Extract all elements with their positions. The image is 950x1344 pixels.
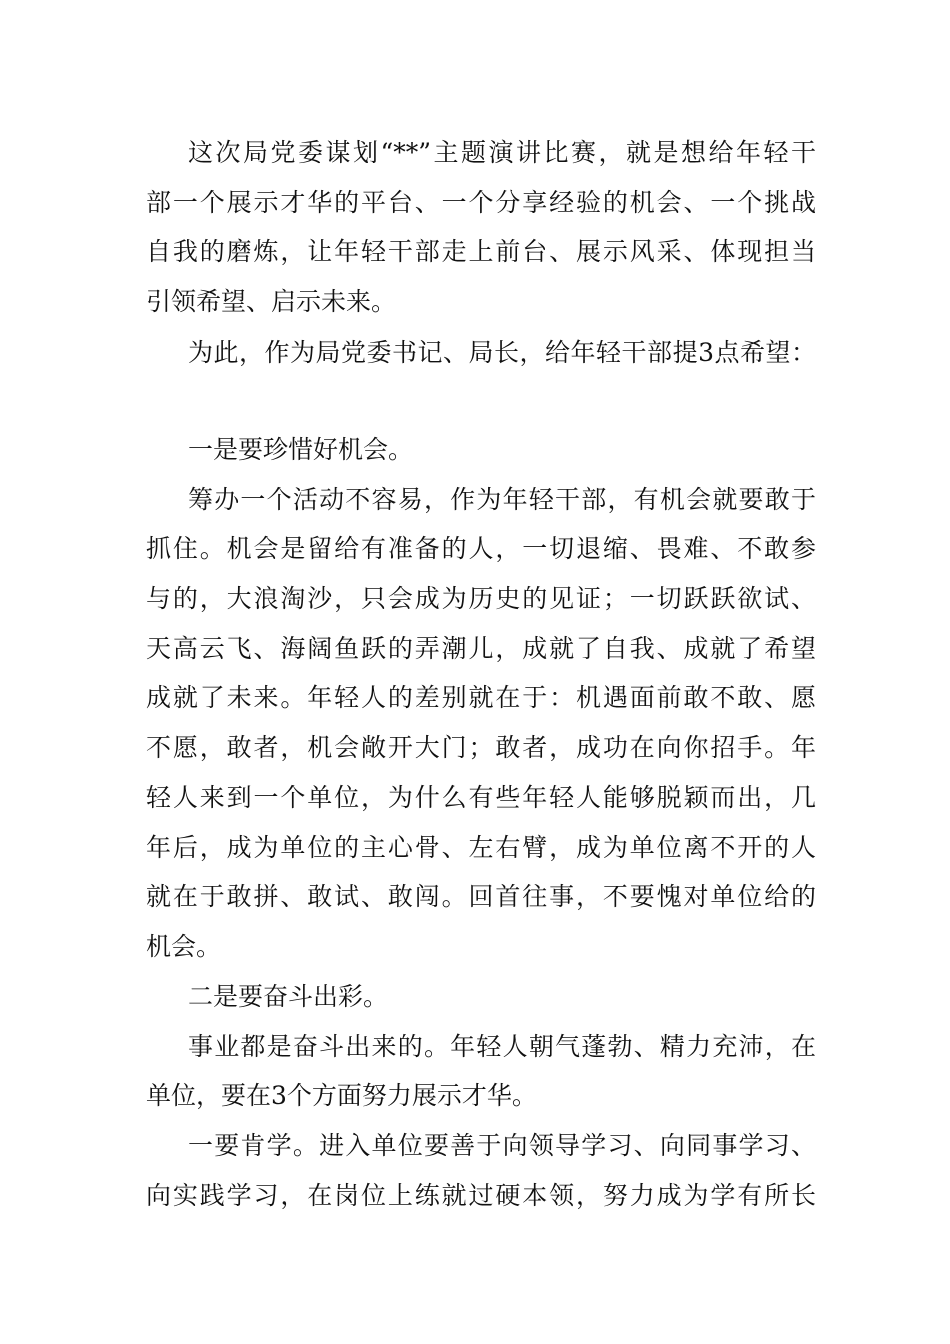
paragraph-4-line-2: 单位，要在3个方面努力展示才华。 bbox=[146, 1081, 537, 1110]
paragraph-1-line-4: 引领希望、启示未来。 bbox=[146, 287, 397, 316]
paragraph-5-line-1: 一要肯学。进入单位要善于向领导学习、向同事学习、 bbox=[188, 1131, 816, 1160]
paragraph-3-line-3: 与的，大浪淘沙，只会成为历史的见证；一切跃跃欲试、 bbox=[146, 584, 816, 613]
paragraph-1-line-2: 部一个展示才华的平台、一个分享经验的机会、一个挑战 bbox=[146, 188, 816, 217]
paragraph-3-line-8: 年后，成为单位的主心骨、左右臂，成为单位离不开的人 bbox=[146, 833, 816, 862]
heading-two: 二是要奋斗出彩。 bbox=[188, 982, 389, 1011]
paragraph-1-line-3: 自我的磨炼，让年轻干部走上前台、展示风采、体现担当 bbox=[146, 237, 816, 266]
paragraph-5-line-2: 向实践学习，在岗位上练就过硬本领，努力成为学有所长 bbox=[146, 1181, 816, 1210]
paragraph-3-line-10: 机会。 bbox=[146, 932, 222, 961]
paragraph-3-line-1: 筹办一个活动不容易，作为年轻干部，有机会就要敢于 bbox=[188, 485, 816, 514]
paragraph-3-line-6: 不愿，敢者，机会敞开大门；敢者，成功在向你招手。年 bbox=[146, 733, 816, 762]
paragraph-3-line-7: 轻人来到一个单位，为什么有些年轻人能够脱颖而出，几 bbox=[146, 783, 816, 812]
paragraph-2-line-1: 为此，作为局党委书记、局长，给年轻干部提3点希望： bbox=[188, 338, 816, 367]
paragraph-3-line-2: 抓住。机会是留给有准备的人，一切退缩、畏难、不敢参 bbox=[146, 534, 816, 563]
heading-one: 一是要珍惜好机会。 bbox=[188, 435, 414, 464]
paragraph-3-line-9: 就在于敢拼、敢试、敢闯。回首往事，不要愧对单位给的 bbox=[146, 882, 816, 911]
paragraph-3-line-4: 天高云飞、海阔鱼跃的弄潮儿，成就了自我、成就了希望 bbox=[146, 634, 816, 663]
paragraph-4-line-1: 事业都是奋斗出来的。年轻人朝气蓬勃、精力充沛，在 bbox=[188, 1032, 816, 1061]
paragraph-3-line-5: 成就了未来。年轻人的差别就在于：机遇面前敢不敢、愿 bbox=[146, 683, 816, 712]
paragraph-1-line-1: 这次局党委谋划“**”主题演讲比赛，就是想给年轻干 bbox=[188, 138, 816, 167]
